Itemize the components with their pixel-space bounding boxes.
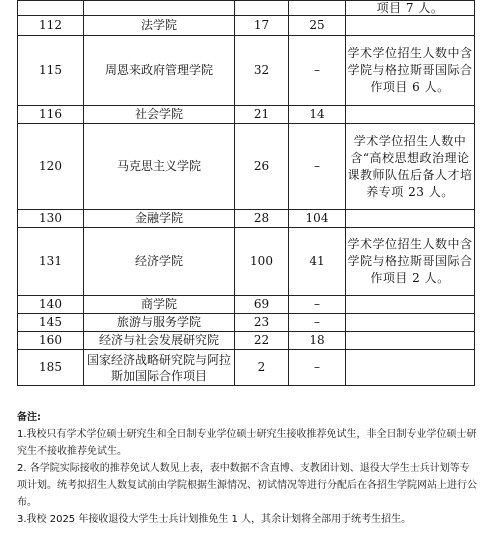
table-row: [18, 228, 475, 296]
note-cell: [346, 16, 475, 36]
school-name-cell: 经济与社会发展研究院: [84, 332, 235, 350]
professional-quota-cell: 18: [289, 332, 346, 350]
professional-quota-cell: –: [289, 314, 346, 332]
code-cell: [18, 1, 84, 16]
note-cell: [346, 314, 475, 332]
table-row: [18, 106, 475, 124]
table-row: [18, 16, 475, 36]
note-cell: [346, 350, 475, 386]
code-cell: 120: [18, 124, 84, 210]
table-row: [18, 314, 475, 332]
note-item: 1.我校只有学术学位硕士研究生和全日制专业学位硕士研究生接收推荐免试生，非全日制专业学位硕士研究生不接收推荐免试生。: [17, 429, 477, 457]
professional-quota-cell: –: [289, 36, 346, 106]
academic-quota-cell: 28: [235, 210, 289, 228]
admissions-table: [17, 0, 475, 386]
code-cell: 131: [18, 228, 84, 296]
table-row: [18, 332, 475, 350]
professional-quota-cell: [289, 1, 346, 16]
table-row: [18, 1, 475, 16]
school-name-cell: 旅游与服务学院: [84, 314, 235, 332]
code-cell: 116: [18, 106, 84, 124]
notes-section: [17, 409, 477, 528]
notes-title: 备注:: [17, 412, 41, 423]
school-name-cell: [84, 1, 235, 16]
table-row: [18, 296, 475, 314]
professional-quota-cell: 25: [289, 16, 346, 36]
professional-quota-cell: –: [289, 124, 346, 210]
note-cell: [346, 296, 475, 314]
academic-quota-cell: 21: [235, 106, 289, 124]
school-name-cell: 金融学院: [84, 210, 235, 228]
academic-quota-cell: 32: [235, 36, 289, 106]
school-name-cell: 社会学院: [84, 106, 235, 124]
school-name-cell: 马克思主义学院: [84, 124, 235, 210]
code-cell: 160: [18, 332, 84, 350]
code-cell: 130: [18, 210, 84, 228]
academic-quota-cell: 22: [235, 332, 289, 350]
academic-quota-cell: 23: [235, 314, 289, 332]
code-cell: 145: [18, 314, 84, 332]
professional-quota-cell: 104: [289, 210, 346, 228]
academic-quota-cell: 26: [235, 124, 289, 210]
school-name-cell: 商学院: [84, 296, 235, 314]
professional-quota-cell: 41: [289, 228, 346, 296]
professional-quota-cell: 14: [289, 106, 346, 124]
note-cell: 学术学位招生人数中含“高校思想政治理论课教师队伍后备人才培养专项 23 人。: [346, 124, 475, 210]
code-cell: 140: [18, 296, 84, 314]
note-cell: [346, 106, 475, 124]
professional-quota-cell: –: [289, 296, 346, 314]
table-row: [18, 124, 475, 210]
note-cell: 学术学位招生人数中含学院与格拉斯哥国际合作项目 2 人。: [346, 228, 475, 296]
note-cell: [346, 210, 475, 228]
academic-quota-cell: 69: [235, 296, 289, 314]
academic-quota-cell: 100: [235, 228, 289, 296]
code-cell: 112: [18, 16, 84, 36]
note-cell: 学术学位招生人数中含学院与格拉斯哥国际合作项目 6 人。: [346, 36, 475, 106]
note-cell: 项目 7 人。: [346, 1, 475, 16]
school-name-cell: 周恩来政府管理学院: [84, 36, 235, 106]
school-name-cell: 法学院: [84, 16, 235, 36]
table-row: [18, 350, 475, 386]
note-item: 2. 各学院实际接收的推荐免试人数见上表，表中数据不含直博、支教团计划、退役大学生士兵计划等专项计划。统考拟招生人数复试前由学院根据生源情况、初试情况等进行分配后在各招生学院网站上进行公布。: [17, 463, 477, 508]
academic-quota-cell: [235, 1, 289, 16]
code-cell: 115: [18, 36, 84, 106]
school-name-cell: 国家经济战略研究院与阿拉斯加国际合作项目: [84, 350, 235, 386]
table-row: [18, 36, 475, 106]
code-cell: 185: [18, 350, 84, 386]
academic-quota-cell: 17: [235, 16, 289, 36]
academic-quota-cell: 2: [235, 350, 289, 386]
school-name-cell: 经济学院: [84, 228, 235, 296]
note-item: 3.我校 2025 年接收退役大学生士兵计划推免生 1 人，其余计划将全部用于统考生招生。: [17, 514, 412, 525]
note-cell: [346, 332, 475, 350]
professional-quota-cell: –: [289, 350, 346, 386]
table-row: [18, 210, 475, 228]
